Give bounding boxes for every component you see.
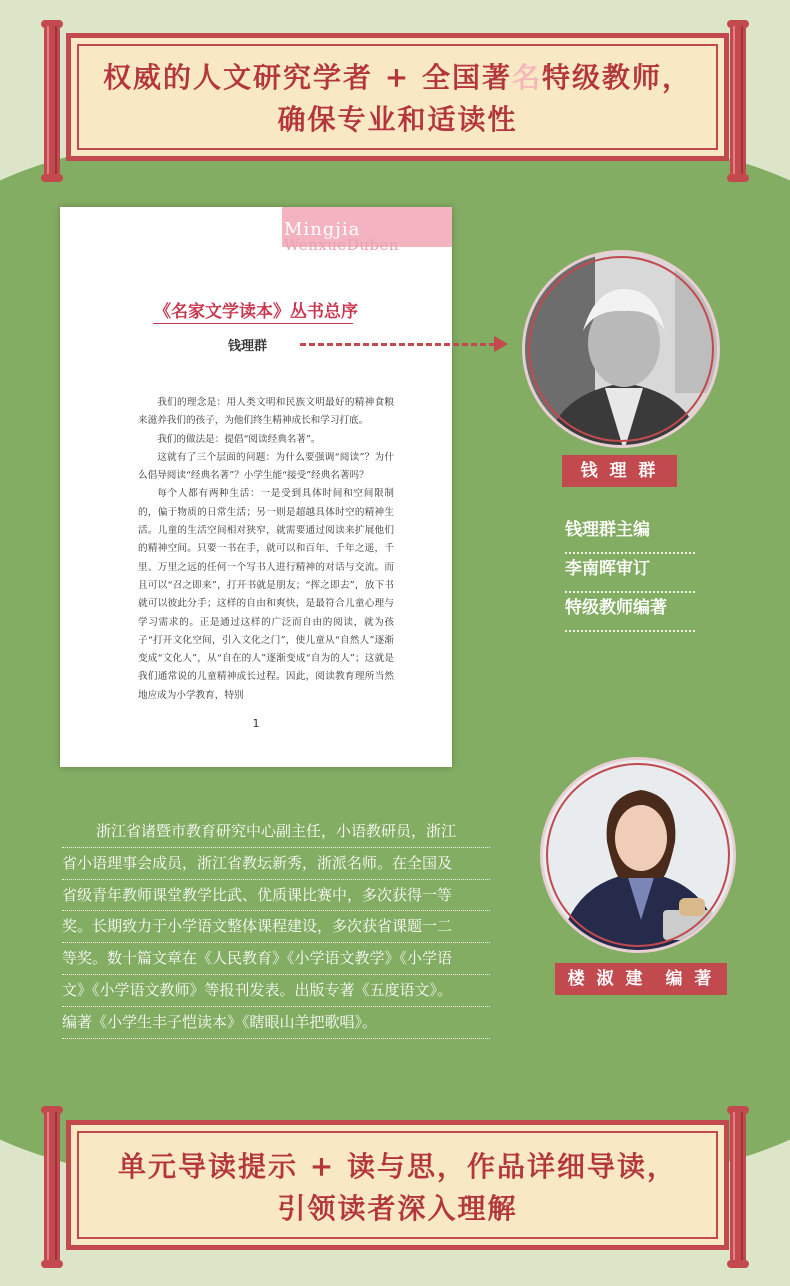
paragraph: 这就有了三个层面的问题：为什么要强调“阅读”？为什么倡导阅读“经典名著”？小学生能“接受”经典名著吗？ [138, 451, 394, 482]
banner-panel [66, 33, 729, 161]
banner-line-1: 单元导读提示 + 读与思，作品详细导读， [118, 1150, 677, 1183]
credits-list [565, 515, 695, 632]
author2-bio [62, 816, 490, 1039]
banner-panel [66, 1120, 729, 1250]
header-latin-1: Mingjia [284, 219, 361, 240]
credit-item: 李南晖审订 [565, 554, 695, 593]
page-number: 1 [252, 717, 260, 730]
header-latin-2: WenxueDuben [284, 236, 400, 254]
bottom-banner [0, 1100, 790, 1260]
paragraph: 我们的理念是：用人类文明和民族文明最好的精神食粮来滋养我们的孩子，为他们终生精神成长和学习打底。 [138, 397, 394, 427]
scroll-rod-left [44, 1112, 60, 1262]
author2-name-tag: 楼 淑 建 编 著 [555, 963, 727, 995]
bio-line: 文》《小学语文教师》等报刊发表。出版专著《五度语文》。 [62, 975, 490, 1007]
scroll-rod-right [730, 26, 746, 176]
page-title: 《名家文学读本》丛书总序 [154, 302, 358, 322]
banner-line-2: 确保专业和适读性 [277, 103, 518, 136]
blurred-character: 名 [511, 61, 542, 94]
book-page [60, 207, 452, 767]
top-banner [0, 20, 790, 170]
title-underline [153, 323, 353, 324]
banner-line-1: 权威的人文研究学者 + 全国著名特级教师， [103, 61, 692, 94]
credit-item: 钱理群主编 [565, 515, 695, 554]
paragraph: 我们的做法是：提倡“阅读经典名著”。 [157, 433, 321, 445]
dashed-arrow-line [300, 343, 495, 346]
banner-line-2: 引领读者深入理解 [277, 1192, 518, 1225]
bio-line: 等奖。数十篇文章在《人民教育》《小学语文教学》《小学语 [62, 943, 490, 975]
credit-item: 特级教师编著 [565, 593, 695, 632]
author1-portrait [522, 250, 720, 448]
bio-line: 省级青年教师课堂教学比武、优质课比赛中，多次获得一等 [62, 880, 490, 912]
bio-line: 奖。长期致力于小学语文整体课程建设，多次获省课题一二 [62, 911, 490, 943]
page-author: 钱理群 [228, 339, 268, 354]
bio-line: 省小语理事会成员，浙江省教坛新秀，浙派名师。在全国及 [62, 848, 490, 880]
scroll-rod-right [730, 1112, 746, 1262]
author1-name-tag: 钱 理 群 [562, 455, 677, 487]
arrow-head-icon [494, 336, 508, 352]
page-body [138, 394, 394, 705]
scroll-rod-left [44, 26, 60, 176]
bio-line: 编著《小学生丰子恺读本》《瞎眼山羊把歌唱》。 [62, 1007, 490, 1039]
bio-line: 浙江省诸暨市教育研究中心副主任，小语教研员，浙江 [62, 816, 490, 848]
paragraph: 每个人都有两种生活：一是受到具体时间和空间限制的，偏于物质的日常生活；另一则是超越具体时空的精神生活。儿童的生活空间相对狭窄，就需要通过阅读来扩展他们的精神空间。只要一书在手，就可以和百年、千年之遥，千里、万里之远的任何一个写书人进行精神的对话与交流。而且可以“召之即来”，打开书就是朋友；“挥之即去”，放下书就可以彼此分手；这样的自由和爽快，是最符合儿童心理与学习需求的。正是通过这样的广泛而自由的阅读，就为孩子“打开文化空间，引入文化之门”，使儿童从“自然人”逐渐变成“文化人”，从“自在的人”逐渐变成“自为的人”；这就是我们通常说的儿童精神成长过程。因此，阅读教育理所当然地应成为小学教育，特别 [138, 488, 394, 701]
author2-portrait [540, 757, 736, 953]
